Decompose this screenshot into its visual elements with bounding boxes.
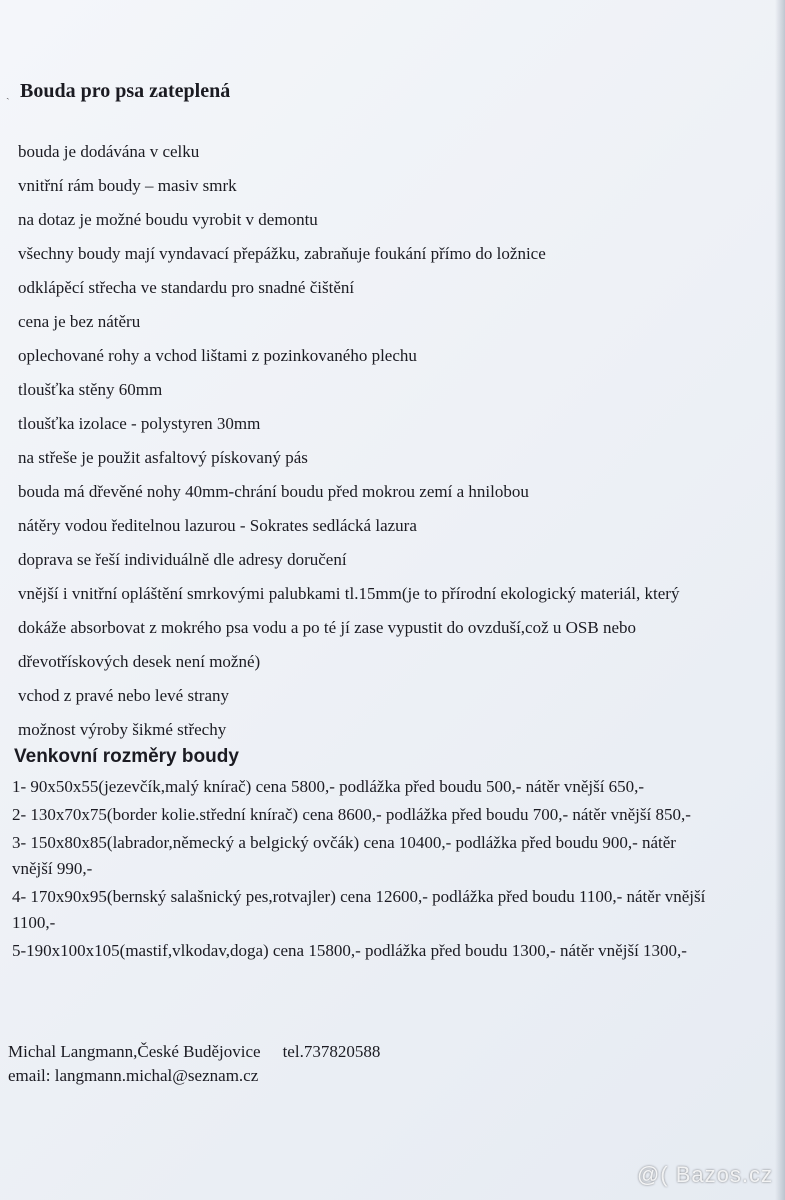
feature-item: doprava se řeší individuálně dle adresy doručení	[18, 550, 347, 569]
bazos-watermark: @( Bazos.cz	[636, 1162, 773, 1187]
tick-mark: ˏ	[6, 88, 10, 100]
feature-item: všechny boudy mají vyndavací přepážku, zabraňuje foukání přímo do ložnice	[18, 244, 546, 263]
feature-item: tloušťka izolace - polystyren 30mm	[18, 414, 261, 433]
feature-item: tloušťka stěny 60mm	[18, 380, 163, 399]
feature-item: oplechované rohy a vchod lištami z pozinkovaného plechu	[18, 346, 417, 365]
feature-item: na střeše je použit asfaltový pískovaný pás	[18, 448, 308, 467]
feature-item: vnitřní rám boudy – masiv smrk	[18, 176, 237, 195]
document-title: Bouda pro psa zateplená	[20, 80, 231, 102]
feature-item: bouda je dodávána v celku	[18, 142, 200, 161]
sizes-list	[12, 774, 712, 966]
sizes-heading: Venkovní rozměry boudy	[14, 746, 239, 767]
contact-line	[8, 1040, 380, 1064]
feature-list	[18, 140, 768, 752]
feature-item: na dotaz je možné boudu vyrobit v demontu	[18, 210, 318, 229]
contact-name-city: Michal Langmann,České Budějovice	[8, 1042, 261, 1061]
size-item: 1- 90x50x55(jezevčík,malý knírač) cena 5800,- podlážka před boudu 500,- nátěr vnější 650,-	[12, 777, 645, 796]
size-item: 5-190x100x105(mastif,vlkodav,doga) cena 15800,- podlážka před boudu 1300,- nátěr vnější 1300,-	[12, 941, 687, 960]
feature-item: vchod z pravé nebo levé strany	[18, 686, 229, 705]
size-item: 4- 170x90x95(bernský salašnický pes,rotvajler) cena 12600,- podlážka před boudu 1100,- nátěr vnější 1100,-	[12, 887, 706, 932]
feature-item: vnější i vnitřní opláštění smrkovými palubkami tl.15mm(je to přírodní ekologický materiál, který dokáže absorbovat z mokrého psa vodu a po té jí zase vypustit do ovzduší,což u OSB nebo dřevotřískových desek není možné)	[18, 584, 680, 671]
contact-phone: tel.737820588	[282, 1042, 381, 1061]
feature-item: možnost výroby šikmé střechy	[18, 720, 227, 739]
size-item: 2- 130x70x75(border kolie.střední knírač) cena 8600,- podlážka před boudu 700,- nátěr vnější 850,-	[12, 805, 691, 824]
feature-item: bouda má dřevěné nohy 40mm-chrání boudu před mokrou zemí a hnilobou	[18, 482, 529, 501]
feature-item: nátěry vodou ředitelnou lazurou - Sokrates sedlácká lazura	[18, 516, 417, 535]
contact-email: email: langmann.michal@seznam.cz	[8, 1066, 259, 1085]
size-item: 3- 150x80x85(labrador,německý a belgický ovčák) cena 10400,- podlážka před boudu 900,- nátěr vnější 990,-	[12, 833, 676, 878]
feature-item: odklápěcí střecha ve standardu pro snadné čištění	[18, 278, 355, 297]
feature-item: cena je bez nátěru	[18, 312, 141, 331]
contact-block	[8, 1040, 380, 1088]
paper-edge	[775, 0, 785, 1200]
